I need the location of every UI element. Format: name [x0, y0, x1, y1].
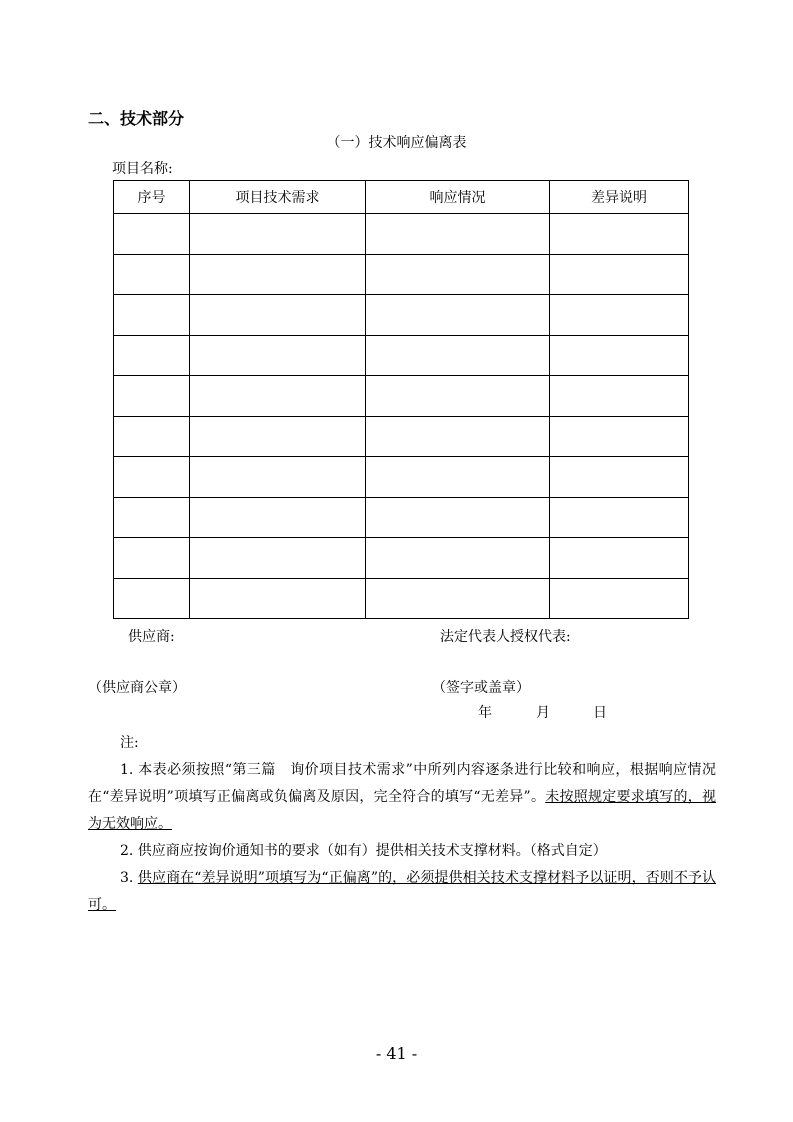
table-row: [114, 295, 689, 336]
table-cell: [114, 497, 190, 538]
note-item-1: [88, 757, 716, 838]
table-cell: [190, 457, 366, 498]
notes-section: [88, 730, 716, 919]
deviation-table: [113, 180, 689, 619]
table-header-row: [114, 181, 689, 214]
table-cell: [366, 497, 550, 538]
sign-or-seal-label: （签字或盖章）: [432, 680, 530, 696]
table-cell: [366, 578, 550, 619]
table-cell: [366, 214, 550, 255]
table-cell: [114, 578, 190, 619]
table-cell: [190, 578, 366, 619]
table-row: [114, 335, 689, 376]
table-cell: [190, 416, 366, 457]
note-item-1-underlined: 未按照规定要求填写的，视为无效响应。: [88, 789, 716, 832]
header-serial-number: 序号: [114, 181, 190, 214]
project-name-label: 项目名称:: [112, 161, 173, 177]
table-cell: [366, 295, 550, 336]
date-year-label: 年: [478, 705, 492, 721]
header-response: 响应情况: [366, 181, 550, 214]
section-heading: 二、技术部分: [88, 109, 185, 128]
header-technical-requirement: 项目技术需求: [190, 181, 366, 214]
table-cell: [550, 497, 689, 538]
note-item-3: [88, 865, 716, 919]
table-cell: [550, 376, 689, 417]
table-cell: [550, 214, 689, 255]
date-month-label: 月: [536, 705, 550, 721]
table-cell: [190, 214, 366, 255]
table-cell: [190, 538, 366, 579]
table-row: [114, 497, 689, 538]
table-cell: [190, 376, 366, 417]
table-cell: [114, 376, 190, 417]
notes-label: 注:: [120, 735, 139, 751]
table-cell: [190, 497, 366, 538]
table-cell: [114, 335, 190, 376]
authorized-representative-label: 法定代表人授权代表:: [440, 629, 571, 645]
table-cell: [114, 254, 190, 295]
table-cell: [366, 457, 550, 498]
table-cell: [550, 578, 689, 619]
table-cell: [550, 254, 689, 295]
table-row: [114, 538, 689, 579]
table-row: [114, 214, 689, 255]
table-cell: [550, 538, 689, 579]
table-row: [114, 416, 689, 457]
table-cell: [550, 295, 689, 336]
table-cell: [550, 335, 689, 376]
note-item-3-underlined: 供应商在“差异说明”项填写为“正偏离”的，必须提供相关技术支撑材料予以证明，否则不予认可。: [88, 870, 716, 913]
table-cell: [114, 457, 190, 498]
table-cell: [114, 538, 190, 579]
table-cell: [366, 254, 550, 295]
supplier-seal-label: （供应商公章）: [88, 680, 186, 696]
table-cell: [366, 335, 550, 376]
table-row: [114, 254, 689, 295]
table-cell: [550, 457, 689, 498]
table-row: [114, 578, 689, 619]
table-cell: [114, 416, 190, 457]
note-item-2: 2. 供应商应按询价通知书的要求（如有）提供相关技术支撑材料。（格式自定）: [120, 843, 607, 859]
table-cell: [190, 254, 366, 295]
table-cell: [366, 376, 550, 417]
table-cell: [190, 335, 366, 376]
table-cell: [366, 416, 550, 457]
table-title: （一）技术响应偏离表: [326, 135, 467, 151]
note-item-3-number: 3.: [120, 870, 134, 886]
table-cell: [550, 416, 689, 457]
supplier-label: 供应商:: [128, 629, 175, 645]
table-cell: [114, 214, 190, 255]
table-cell: [190, 295, 366, 336]
table-cell: [366, 538, 550, 579]
table-cell: [114, 295, 190, 336]
date-day-label: 日: [593, 705, 607, 721]
table-row: [114, 376, 689, 417]
page-number: - 41 -: [375, 1044, 418, 1063]
note-item-1-text: 1. 本表必须按照“第三篇 询价项目技术需求”中所列内容逐条进行比较和响应，根据响应情况在“差异说明”项填写正偏离或负偏离及原因，完全符合的填写“无差异”。: [88, 762, 716, 805]
table-row: [114, 457, 689, 498]
header-deviation-note: 差异说明: [550, 181, 689, 214]
